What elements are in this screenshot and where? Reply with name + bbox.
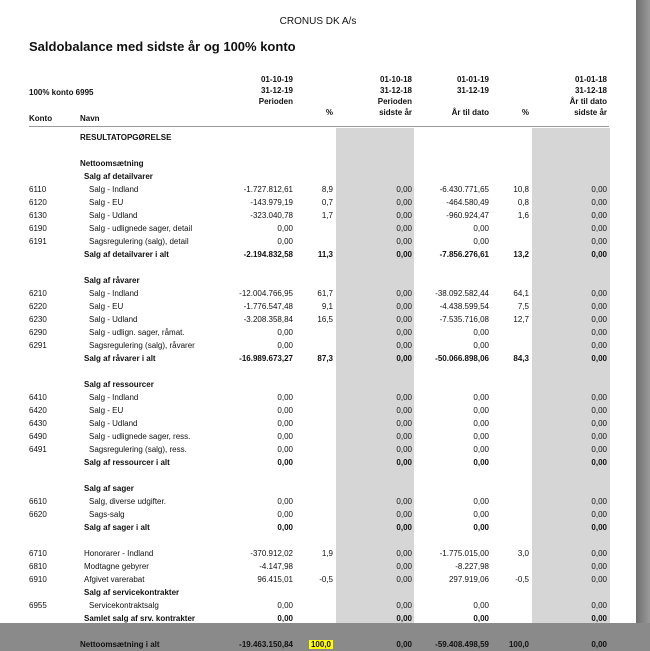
value-cell-c5: 1,6 xyxy=(517,211,529,220)
navn-cell: Salg af servicekontrakter xyxy=(84,588,180,597)
value-cell-c3: 0,00 xyxy=(396,289,412,298)
value-cell-c3: 0,00 xyxy=(396,445,412,454)
navn-cell: Sagsregulering (salg), detail xyxy=(89,237,189,246)
value-cell-c1: 0,00 xyxy=(277,328,293,337)
value-cell-c4: -4.438.599,54 xyxy=(439,302,489,311)
navn-cell: Salg - EU xyxy=(89,302,124,311)
value-cell-c5: 13,2 xyxy=(513,250,529,259)
value-cell-c6: 0,00 xyxy=(591,497,607,506)
value-cell-c2: 9,1 xyxy=(321,302,333,311)
account-row xyxy=(0,430,636,443)
navn-cell: Salg af detailvarer xyxy=(84,172,153,181)
header-navn: Navn xyxy=(80,114,100,123)
value-cell-c1: 0,00 xyxy=(277,406,293,415)
navn-cell: Salg af ressourcer xyxy=(84,380,154,389)
value-cell-c4: -38.092.582,44 xyxy=(435,289,489,298)
value-cell-c1: 0,00 xyxy=(277,419,293,428)
navn-cell: Samlet salg af srv. kontrakter xyxy=(84,614,196,623)
value-cell-c6: 0,00 xyxy=(591,445,607,454)
value-cell-c1: -16.989.673,27 xyxy=(239,354,293,363)
value-cell-c6: 0,00 xyxy=(591,315,607,324)
value-cell-c4: 0,00 xyxy=(473,393,489,402)
value-cell-c1: 0,00 xyxy=(277,497,293,506)
blank-row xyxy=(0,534,636,547)
navn-cell: Salg - Udland xyxy=(89,315,138,324)
value-cell-c5: 3,0 xyxy=(517,549,529,558)
total-row xyxy=(0,456,636,469)
value-cell-c3: 0,00 xyxy=(396,185,412,194)
account-row xyxy=(0,417,636,430)
value-cell-c5: 10,8 xyxy=(513,185,529,194)
total-row xyxy=(0,612,636,625)
navn-cell: Salg - EU xyxy=(89,406,124,415)
konto-cell: 6290 xyxy=(29,328,47,337)
konto-cell: 6490 xyxy=(29,432,47,441)
section-heading-row xyxy=(0,482,636,495)
account-row xyxy=(0,508,636,521)
value-cell-c1: 96.415,01 xyxy=(257,575,293,584)
value-cell-c1: 0,00 xyxy=(277,224,293,233)
header-konto: Konto xyxy=(29,114,53,123)
value-cell-c3: 0,00 xyxy=(396,458,412,467)
value-cell-c1: 0,00 xyxy=(277,614,293,623)
value-cell-c6: 0,00 xyxy=(591,575,607,584)
account-row xyxy=(0,235,636,248)
account-row xyxy=(0,391,636,404)
value-cell-c1: -370.912,02 xyxy=(250,549,293,558)
navn-cell: Salg - udlign. sager, råmat. xyxy=(89,328,185,337)
konto-cell: 6191 xyxy=(29,237,47,246)
blank-row xyxy=(0,469,636,482)
header-col6: 01-01-18 31-12-18 År til dato sidste år xyxy=(569,75,607,117)
value-cell-c3: 0,00 xyxy=(396,614,412,623)
navn-cell: Salg - Indland xyxy=(89,393,139,402)
account-row xyxy=(0,339,636,352)
account-row xyxy=(0,495,636,508)
value-cell-c6: 0,00 xyxy=(591,614,607,623)
value-cell-c3: 0,00 xyxy=(396,354,412,363)
value-cell-c1: 0,00 xyxy=(277,601,293,610)
section-heading-row xyxy=(0,157,636,170)
value-cell-c4: -7.535.716,08 xyxy=(439,315,489,324)
header-col3: 01-10-18 31-12-18 Perioden sidste år xyxy=(377,75,412,117)
konto-cell: 6491 xyxy=(29,445,47,454)
navn-cell: Salg - Udland xyxy=(89,419,138,428)
value-cell-c6: 0,00 xyxy=(591,302,607,311)
value-cell-c6: 0,00 xyxy=(591,341,607,350)
konto-cell: 6120 xyxy=(29,198,47,207)
value-cell-c6: 0,00 xyxy=(591,211,607,220)
navn-cell: Salg - Indland xyxy=(89,185,139,194)
value-cell-c6: 0,00 xyxy=(591,328,607,337)
value-cell-c2: 61,7 xyxy=(317,289,333,298)
value-cell-c4: 0,00 xyxy=(473,614,489,623)
value-cell-c6: 0,00 xyxy=(591,640,607,649)
value-cell-c6: 0,00 xyxy=(591,237,607,246)
blank-row xyxy=(0,261,636,274)
konto-cell: 6710 xyxy=(29,549,47,558)
value-cell-c4: -960.924,47 xyxy=(446,211,489,220)
viewer-right-edge xyxy=(636,0,650,623)
konto-cell: 6190 xyxy=(29,224,47,233)
value-cell-c3: 0,00 xyxy=(396,523,412,532)
navn-cell: Servicekontraktsalg xyxy=(89,601,159,610)
value-cell-c4: 0,00 xyxy=(473,406,489,415)
value-cell-c6: 0,00 xyxy=(591,601,607,610)
value-cell-c4: 0,00 xyxy=(473,341,489,350)
account-row xyxy=(0,209,636,222)
value-cell-c1: -12.004.766,95 xyxy=(239,289,293,298)
value-cell-c3: 0,00 xyxy=(396,224,412,233)
value-cell-c4: -6.430.771,65 xyxy=(439,185,489,194)
section-heading-row xyxy=(0,274,636,287)
navn-cell: Salg - Udland xyxy=(89,211,138,220)
value-cell-c2: 8,9 xyxy=(321,185,333,194)
header-left-label: 100% konto 6995 xyxy=(29,88,94,97)
value-cell-c6: 0,00 xyxy=(591,198,607,207)
value-cell-c1: -19.463.150,84 xyxy=(239,640,293,649)
section-heading-row xyxy=(0,378,636,391)
value-cell-c2: -0,5 xyxy=(319,575,333,584)
value-cell-c6: 0,00 xyxy=(591,289,607,298)
account-row xyxy=(0,300,636,313)
value-cell-c4: 297.919,06 xyxy=(448,575,489,584)
navn-cell: Sagsregulering (salg), ress. xyxy=(89,445,187,454)
value-cell-c5: 12,7 xyxy=(513,315,529,324)
value-cell-c1: 0,00 xyxy=(277,458,293,467)
navn-cell: Salg af sager xyxy=(84,484,134,493)
blank-row xyxy=(0,365,636,378)
value-cell-c6: 0,00 xyxy=(591,250,607,259)
navn-cell: Salg - EU xyxy=(89,198,124,207)
konto-cell: 6230 xyxy=(29,315,47,324)
value-cell-c6: 0,00 xyxy=(591,510,607,519)
value-cell-c3: 0,00 xyxy=(396,640,412,649)
value-cell-c5: 64,1 xyxy=(513,289,529,298)
navn-cell: Salg, diverse udgifter. xyxy=(89,497,166,506)
value-cell-c3: 0,00 xyxy=(396,341,412,350)
value-cell-c3: 0,00 xyxy=(396,406,412,415)
company-name: CRONUS DK A/s xyxy=(279,16,357,27)
value-cell-c3: 0,00 xyxy=(396,419,412,428)
konto-cell: 6220 xyxy=(29,302,47,311)
value-cell-c4: -59.408.498,59 xyxy=(435,640,489,649)
value-cell-c2: 1,9 xyxy=(321,549,333,558)
account-row xyxy=(0,222,636,235)
value-cell-c1: -1.776.547,48 xyxy=(243,302,293,311)
navn-cell: Salg af ressourcer i alt xyxy=(84,458,170,467)
value-cell-c3: 0,00 xyxy=(396,250,412,259)
value-cell-c4: -50.066.898,06 xyxy=(435,354,489,363)
value-cell-c5: -0,5 xyxy=(515,575,529,584)
navn-cell: Salg af detailvarer i alt xyxy=(84,250,169,259)
value-cell-c4: -464.580,49 xyxy=(446,198,489,207)
header-col4: 01-01-19 31-12-19 År til dato xyxy=(451,75,489,117)
navn-cell: Sagsregulering (salg), råvarer xyxy=(89,341,195,350)
value-cell-c1: 0,00 xyxy=(277,237,293,246)
value-cell-c2: 0,7 xyxy=(321,198,333,207)
value-cell-c4: 0,00 xyxy=(473,601,489,610)
total-row xyxy=(0,248,636,261)
value-cell-c1: 0,00 xyxy=(277,445,293,454)
value-cell-c6: 0,00 xyxy=(591,224,607,233)
account-row xyxy=(0,183,636,196)
header-col1: 01-10-19 31-12-19 Perioden xyxy=(258,75,293,106)
konto-cell: 6291 xyxy=(29,341,47,350)
navn-cell: Salg - Indland xyxy=(89,289,139,298)
navn-cell: Salg - udlignede sager, detail xyxy=(89,224,193,233)
value-cell-c3: 0,00 xyxy=(396,302,412,311)
value-cell-c4: 0,00 xyxy=(473,458,489,467)
value-cell-c6: 0,00 xyxy=(591,523,607,532)
konto-cell: 6410 xyxy=(29,393,47,402)
value-cell-c5: 7,5 xyxy=(517,302,529,311)
navn-cell: Modtagne gebyrer xyxy=(84,562,149,571)
account-row xyxy=(0,443,636,456)
account-row xyxy=(0,560,636,573)
navn-cell: Salg af sager i alt xyxy=(84,523,150,532)
navn-cell: RESULTATOPGØRELSE xyxy=(80,133,172,142)
total-row xyxy=(0,521,636,534)
blank-row xyxy=(0,144,636,157)
value-cell-c6: 0,00 xyxy=(591,458,607,467)
navn-cell: Salg af råvarer i alt xyxy=(84,354,156,363)
value-cell-c3: 0,00 xyxy=(396,575,412,584)
value-cell-c1: 0,00 xyxy=(277,523,293,532)
value-cell-c6: 0,00 xyxy=(591,406,607,415)
value-cell-c6: 0,00 xyxy=(591,432,607,441)
value-cell-c4: 0,00 xyxy=(473,432,489,441)
value-cell-c3: 0,00 xyxy=(396,497,412,506)
value-cell-c2 xyxy=(300,638,333,651)
account-row xyxy=(0,573,636,586)
value-cell-c3: 0,00 xyxy=(396,328,412,337)
navn-cell: Nettoomsætning xyxy=(80,159,144,168)
konto-cell: 6910 xyxy=(29,575,47,584)
value-cell-c4: 0,00 xyxy=(473,445,489,454)
value-cell-c4: 0,00 xyxy=(473,497,489,506)
navn-cell: Honorarer - Indland xyxy=(84,549,154,558)
account-row xyxy=(0,196,636,209)
highlighted-value: 100,0 xyxy=(310,640,331,649)
header-col5: % xyxy=(521,108,529,117)
navn-cell: Nettoomsætning i alt xyxy=(80,640,160,649)
navn-cell: Sags-salg xyxy=(89,510,125,519)
value-cell-c4: 0,00 xyxy=(473,224,489,233)
value-cell-c3: 0,00 xyxy=(396,562,412,571)
value-cell-c6: 0,00 xyxy=(591,185,607,194)
value-cell-c5: 100,0 xyxy=(508,640,529,649)
value-cell-c1: -143.979,19 xyxy=(250,198,293,207)
value-cell-c5: 84,3 xyxy=(513,354,529,363)
value-cell-c5: 0,8 xyxy=(517,198,529,207)
value-cell-c3: 0,00 xyxy=(396,211,412,220)
value-cell-c3: 0,00 xyxy=(396,601,412,610)
value-cell-c4: 0,00 xyxy=(473,419,489,428)
value-cell-c1: -3.208.358,84 xyxy=(243,315,293,324)
value-cell-c2: 16,5 xyxy=(317,315,333,324)
value-cell-c6: 0,00 xyxy=(591,419,607,428)
value-cell-c4: 0,00 xyxy=(473,237,489,246)
konto-cell: 6420 xyxy=(29,406,47,415)
report-title: Saldobalance med sidste år og 100% konto xyxy=(29,39,296,54)
konto-cell: 6620 xyxy=(29,510,47,519)
value-cell-c6: 0,00 xyxy=(591,562,607,571)
konto-cell: 6130 xyxy=(29,211,47,220)
navn-cell: Salg af råvarer xyxy=(84,276,140,285)
konto-cell: 6810 xyxy=(29,562,47,571)
account-row xyxy=(0,599,636,612)
value-cell-c6: 0,00 xyxy=(591,393,607,402)
header-divider xyxy=(29,126,609,127)
section-heading-row xyxy=(0,586,636,599)
section-heading-row xyxy=(0,170,636,183)
value-cell-c4: -8.227,98 xyxy=(455,562,489,571)
value-cell-c1: 0,00 xyxy=(277,341,293,350)
value-cell-c3: 0,00 xyxy=(396,549,412,558)
value-cell-c1: -2.194.832,58 xyxy=(243,250,293,259)
value-cell-c2: 87,3 xyxy=(317,354,333,363)
value-cell-c1: -4.147,98 xyxy=(259,562,293,571)
value-cell-c3: 0,00 xyxy=(396,432,412,441)
value-cell-c4: -1.775.015,00 xyxy=(439,549,489,558)
value-cell-c1: 0,00 xyxy=(277,432,293,441)
value-cell-c4: 0,00 xyxy=(473,523,489,532)
value-cell-c4: -7.856.276,61 xyxy=(439,250,489,259)
konto-cell: 6110 xyxy=(29,185,47,194)
account-row xyxy=(0,313,636,326)
value-cell-c1: -1.727.812,61 xyxy=(243,185,293,194)
value-cell-c6: 0,00 xyxy=(591,354,607,363)
account-row xyxy=(0,287,636,300)
value-cell-c2: 1,7 xyxy=(321,211,333,220)
account-row xyxy=(0,404,636,417)
account-row xyxy=(0,547,636,560)
total-row xyxy=(0,638,636,651)
konto-cell: 6955 xyxy=(29,601,47,610)
value-cell-c4: 0,00 xyxy=(473,510,489,519)
blank-row xyxy=(0,625,636,638)
value-cell-c2: 11,3 xyxy=(317,250,333,259)
value-cell-c1: -323.040,78 xyxy=(250,211,293,220)
value-cell-c1: 0,00 xyxy=(277,393,293,402)
header-col2: % xyxy=(325,108,333,117)
value-cell-c3: 0,00 xyxy=(396,510,412,519)
value-cell-c1: 0,00 xyxy=(277,510,293,519)
navn-cell: Salg - udlignede sager, ress. xyxy=(89,432,191,441)
value-cell-c3: 0,00 xyxy=(396,315,412,324)
konto-cell: 6430 xyxy=(29,419,47,428)
value-cell-c3: 0,00 xyxy=(396,393,412,402)
total-row xyxy=(0,352,636,365)
value-cell-c3: 0,00 xyxy=(396,198,412,207)
navn-cell: Afgivet varerabat xyxy=(84,575,145,584)
value-cell-c4: 0,00 xyxy=(473,328,489,337)
account-row xyxy=(0,326,636,339)
value-cell-c6: 0,00 xyxy=(591,549,607,558)
konto-cell: 6610 xyxy=(29,497,47,506)
value-cell-c3: 0,00 xyxy=(396,237,412,246)
section-heading-row xyxy=(0,131,636,144)
konto-cell: 6210 xyxy=(29,289,47,298)
